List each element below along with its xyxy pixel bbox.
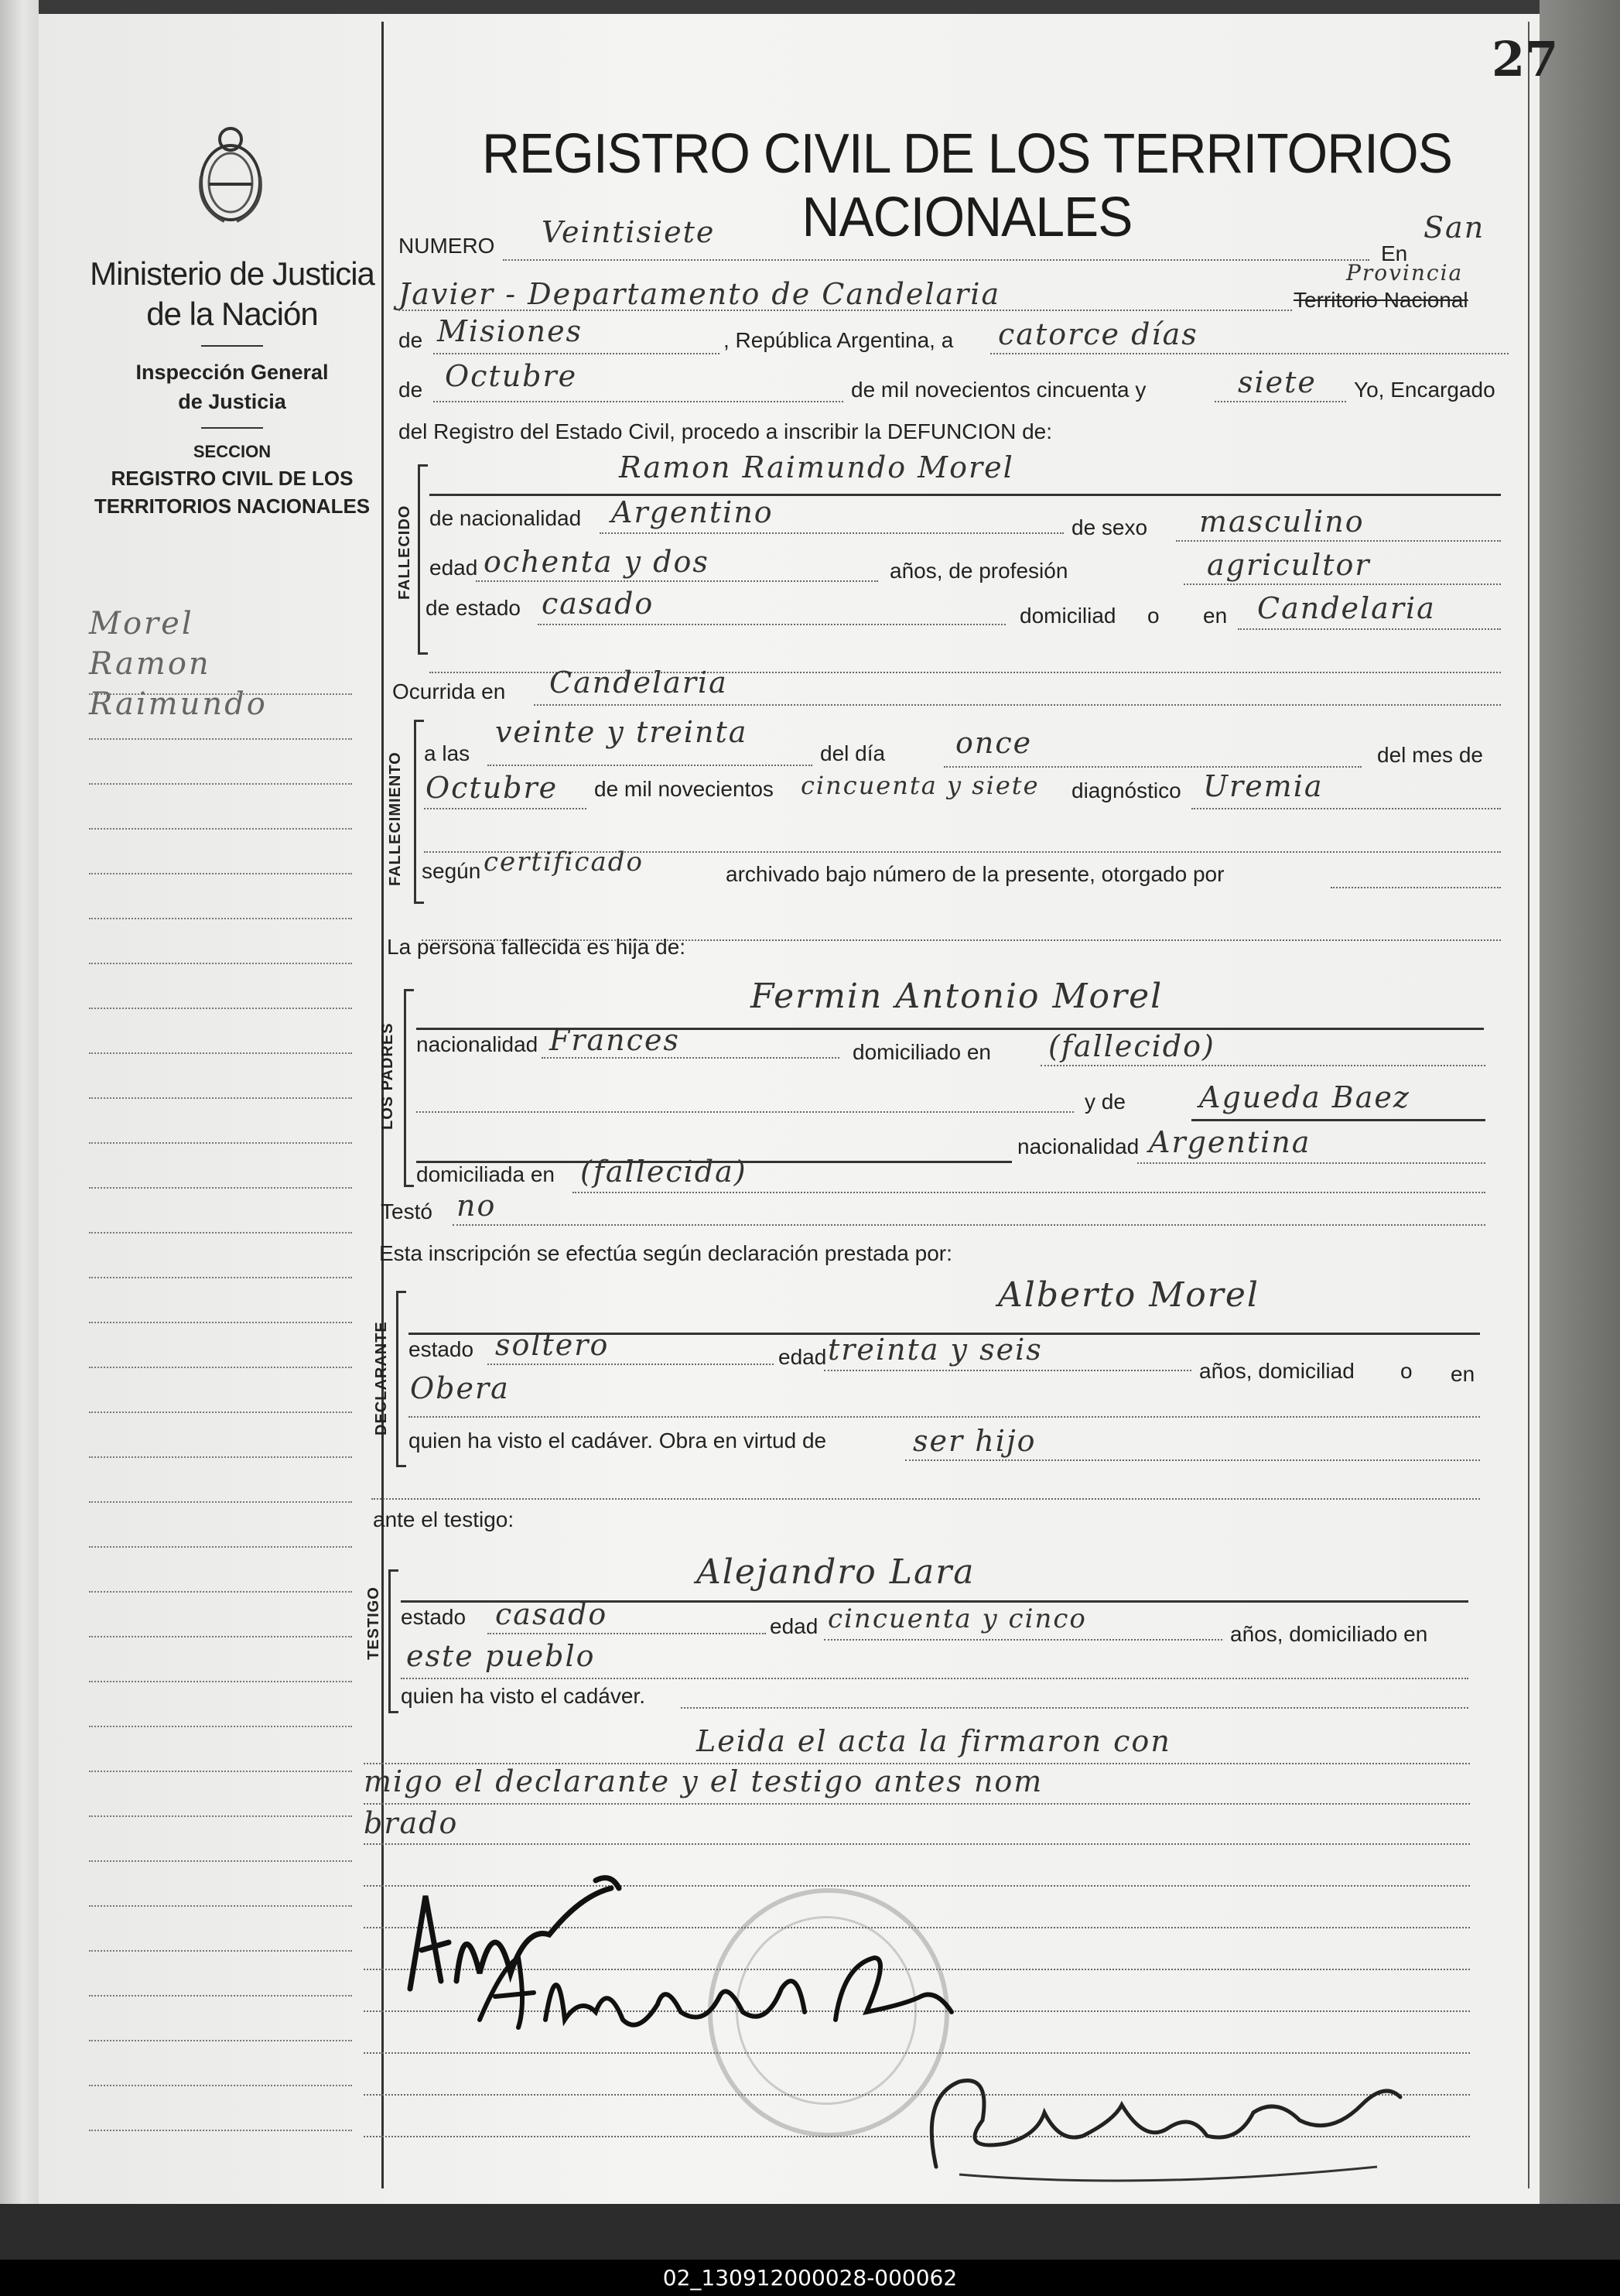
registro-line: del Registro del Estado Civil, procedo a inscribir la DEFUNCION de: xyxy=(398,419,1052,443)
registro-line-1: REGISTRO CIVIL DE LOS xyxy=(111,467,354,490)
domicilio-line xyxy=(1238,628,1501,630)
ministry-heading xyxy=(77,254,387,520)
registro-line-2: TERRITORIOS NACIONALES xyxy=(94,494,371,518)
territorio-line xyxy=(433,353,719,354)
declarante-virtud-value: ser hijo xyxy=(913,1424,1037,1458)
domiciliado-suffix: o xyxy=(1147,604,1160,628)
numero-value: Veintisiete xyxy=(542,215,716,249)
place-line xyxy=(398,310,1292,311)
madre-nombre-line xyxy=(1191,1119,1485,1121)
declarante-estado-label: estado xyxy=(408,1337,474,1361)
testigo-intro: ante el testigo: xyxy=(373,1507,514,1531)
fallecido-brace xyxy=(418,464,428,655)
ocurrida-label: Ocurrida en xyxy=(392,679,506,703)
declarante-edad-value: treinta y seis xyxy=(828,1333,1043,1367)
nacionalidad-padre-label: nacionalidad xyxy=(416,1032,538,1056)
archivado-label: archivado bajo número de la presente, otorgado por xyxy=(726,862,1225,886)
testo-value: no xyxy=(456,1189,497,1223)
testigo-section-label: TESTIGO xyxy=(365,1586,382,1660)
testigo-edad-label: edad xyxy=(770,1614,819,1638)
inspeccion-line-2: de Justicia xyxy=(178,390,286,413)
diagnostico-line xyxy=(1191,808,1501,809)
declarante-anios-label: años, domiciliad xyxy=(1199,1359,1355,1383)
en-label: En xyxy=(1381,241,1408,265)
dia-label: del día xyxy=(820,741,886,765)
fallecimiento-section-label: FALLECIMIENTO xyxy=(387,751,404,886)
declarante-en-label: en xyxy=(1451,1362,1475,1386)
testigo-edad-value: cincuenta y cinco xyxy=(828,1603,1087,1634)
ocurrida-lugar: Candelaria xyxy=(549,666,728,700)
signature-encargado xyxy=(913,2051,1408,2190)
estado-value: casado xyxy=(542,587,654,621)
nacionalidad-madre-value: Argentina xyxy=(1149,1125,1311,1159)
padres-blank-line xyxy=(416,1111,1074,1113)
declarante-virtud-line xyxy=(905,1459,1480,1461)
fallecido-section-label: FALLECIDO xyxy=(396,505,413,600)
y-de-label: y de xyxy=(1085,1090,1126,1114)
testigo-cadaver-label: quien ha visto el cadáver. xyxy=(401,1684,645,1708)
mil-label: de mil novecientos xyxy=(594,777,774,801)
domicilio-madre-value: (fallecida) xyxy=(580,1155,747,1189)
nacionalidad-label: de nacionalidad xyxy=(429,506,582,530)
hora-value: veinte y treinta xyxy=(495,715,748,749)
alas-label: a las xyxy=(424,741,470,765)
ministry-rule-2 xyxy=(201,427,263,429)
ministry-line-1: Ministerio de Justicia xyxy=(90,255,374,292)
dia-line xyxy=(990,353,1509,354)
place-start: San xyxy=(1423,210,1485,245)
declarante-blank-line xyxy=(371,1498,1480,1500)
domiciliado-label: domiciliad xyxy=(1020,604,1116,628)
margin-name-line: Morel xyxy=(89,606,194,642)
testo-label: Testó xyxy=(381,1199,432,1223)
estado-line xyxy=(538,624,1006,625)
testigo-nombre: Alejandro Lara xyxy=(696,1552,976,1592)
cierre-line-3: brado xyxy=(364,1806,459,1840)
testo-line xyxy=(453,1224,1485,1226)
domiciliado-padre-label: domiciliado en xyxy=(853,1040,991,1064)
declarante-edad-line xyxy=(824,1370,1191,1371)
margin-name-line: Raimundo xyxy=(89,686,268,722)
padres-section-label: LOS PADRES xyxy=(379,1022,396,1130)
declarante-nombre: Alberto Morel xyxy=(998,1275,1259,1315)
madre-nombre: Agueda Baez xyxy=(1199,1080,1410,1114)
padres-intro: La persona fallecida es hija de: xyxy=(387,935,686,959)
nacionalidad-madre-line xyxy=(1137,1162,1485,1164)
testigo-cadaver-line xyxy=(681,1707,1468,1709)
testigo-estado-value: casado xyxy=(495,1597,608,1631)
sexo-line xyxy=(1176,540,1501,542)
domicilio-en-label: en xyxy=(1203,604,1228,628)
domicilio-value: Candelaria xyxy=(1257,591,1436,625)
book-binding-edge xyxy=(1540,0,1620,2244)
mil-novecientos-label: de mil novecientos cincuenta y xyxy=(851,378,1147,402)
declarante-section-label: DECLARANTE xyxy=(373,1321,390,1435)
cierre-line-1: Leida el acta la firmaron con xyxy=(696,1724,1171,1758)
otorgado-line xyxy=(1331,887,1501,888)
edad-value: ochenta y dos xyxy=(484,545,709,579)
image-id-caption: 02_130912000028-000062 xyxy=(0,2260,1620,2296)
right-margin-rule xyxy=(1528,22,1529,2188)
cierre-rule-2 xyxy=(364,1803,1470,1805)
dia-fall-line xyxy=(944,766,1362,768)
declarante-cadaver-label: quien ha visto el cadáver. Obra en virtud de xyxy=(408,1429,827,1453)
profesion-line xyxy=(1184,583,1501,585)
mes-label: del mes de xyxy=(1377,743,1483,767)
declarante-domicilio: Obera xyxy=(410,1371,510,1405)
cierre-line-2: migo el declarante y el testigo antes nom xyxy=(364,1764,1044,1798)
testigo-estado-line xyxy=(487,1633,766,1634)
declarante-anios-suffix: o xyxy=(1400,1359,1413,1383)
inspeccion-line-1: Inspección General xyxy=(135,361,329,384)
declarante-brace xyxy=(396,1291,406,1467)
anio-line xyxy=(1215,401,1346,402)
declarante-domicilio-line xyxy=(408,1416,1480,1418)
anios-profesion-label: años, de profesión xyxy=(890,559,1068,583)
diagnostico-label: diagnóstico xyxy=(1071,778,1181,802)
national-coat-of-arms-icon xyxy=(193,122,268,231)
domicilio-padre-line xyxy=(1041,1065,1485,1066)
domicilio-padre-value: (fallecido) xyxy=(1048,1029,1215,1063)
mes-fall-line xyxy=(424,808,586,809)
domiciliada-label: domiciliada en xyxy=(416,1162,555,1186)
hora-line xyxy=(487,765,812,766)
ministry-rule xyxy=(201,345,263,347)
territorio-label: Territorio Nacional xyxy=(1294,288,1468,312)
edad-label: edad xyxy=(429,556,478,580)
domicilio-madre-line xyxy=(572,1192,1485,1193)
document-title: REGISTRO CIVIL DE LOS TERRITORIOS NACIONALES xyxy=(482,123,1452,248)
mes-value: Octubre xyxy=(445,359,578,393)
bottom-shadow xyxy=(0,2204,1620,2260)
mes-line xyxy=(433,401,843,402)
anio-value: siete xyxy=(1238,365,1317,399)
estado-label: de estado xyxy=(426,596,521,620)
provincia-handwritten: Provincia xyxy=(1346,260,1464,286)
signature-testigo xyxy=(472,1935,998,2058)
dia-value: catorce días xyxy=(998,317,1198,351)
certificado-value: certificado xyxy=(484,847,644,878)
republica-text: , República Argentina, a xyxy=(723,328,954,352)
profesion-value: agricultor xyxy=(1207,548,1371,582)
sexo-label: de sexo xyxy=(1071,515,1148,539)
cierre-rule-3 xyxy=(364,1843,1470,1845)
yo-encargado-label: Yo, Encargado xyxy=(1354,378,1495,402)
nacionalidad-padre-line xyxy=(542,1057,839,1059)
nacionalidad-line xyxy=(600,532,1064,534)
ministry-line-2: de la Nación xyxy=(146,296,318,332)
edad-line xyxy=(476,580,878,582)
testigo-domicilio-line xyxy=(401,1678,1468,1679)
declarante-estado-line xyxy=(487,1364,774,1365)
de-label: de xyxy=(398,328,423,352)
padre-nombre: Fermin Antonio Morel xyxy=(750,977,1164,1016)
numero-line xyxy=(503,259,1369,261)
nacionalidad-padre-value: Frances xyxy=(549,1023,680,1057)
de2-label: de xyxy=(398,378,423,402)
testigo-estado-label: estado xyxy=(401,1605,467,1629)
margin-name-line: Ramon xyxy=(89,646,211,682)
margin-ruled-lines xyxy=(89,650,352,2131)
testigo-brace xyxy=(388,1569,398,1713)
seccion-label: SECCION xyxy=(193,442,272,461)
diagnostico-value: Uremia xyxy=(1203,769,1324,803)
page-number: 27 xyxy=(1492,31,1559,87)
declarante-intro: Esta inscripción se efectúa según declaración prestada por: xyxy=(379,1241,952,1265)
declarante-estado-value: soltero xyxy=(495,1328,610,1362)
facing-page-edge xyxy=(0,0,39,2260)
fallecido-nombre-line xyxy=(429,494,1501,496)
testigo-anios-label: años, domiciliado en xyxy=(1230,1622,1428,1646)
mes-value-fall: Octubre xyxy=(426,771,559,805)
nacionalidad-value: Argentino xyxy=(611,495,774,529)
fallecido-nombre: Ramon Raimundo Morel xyxy=(619,450,1014,484)
place-continuation: Javier - Departamento de Candelaria xyxy=(398,277,1001,311)
testigo-domicilio: este pueblo xyxy=(406,1639,596,1673)
anio-value-fall: cincuenta y siete xyxy=(801,771,1040,800)
padres-brace xyxy=(404,989,414,1187)
numero-label: NUMERO xyxy=(398,234,495,258)
ocurrida-line xyxy=(534,704,1501,706)
testigo-edad-line xyxy=(824,1639,1222,1641)
declarante-edad-label: edad xyxy=(778,1345,827,1369)
segun-label: según xyxy=(422,859,481,883)
sexo-value: masculino xyxy=(1199,505,1365,539)
nacionalidad-madre-label: nacionalidad xyxy=(1017,1134,1140,1158)
territorio-value: Misiones xyxy=(437,314,583,348)
dia-value-fall: once xyxy=(955,726,1033,760)
